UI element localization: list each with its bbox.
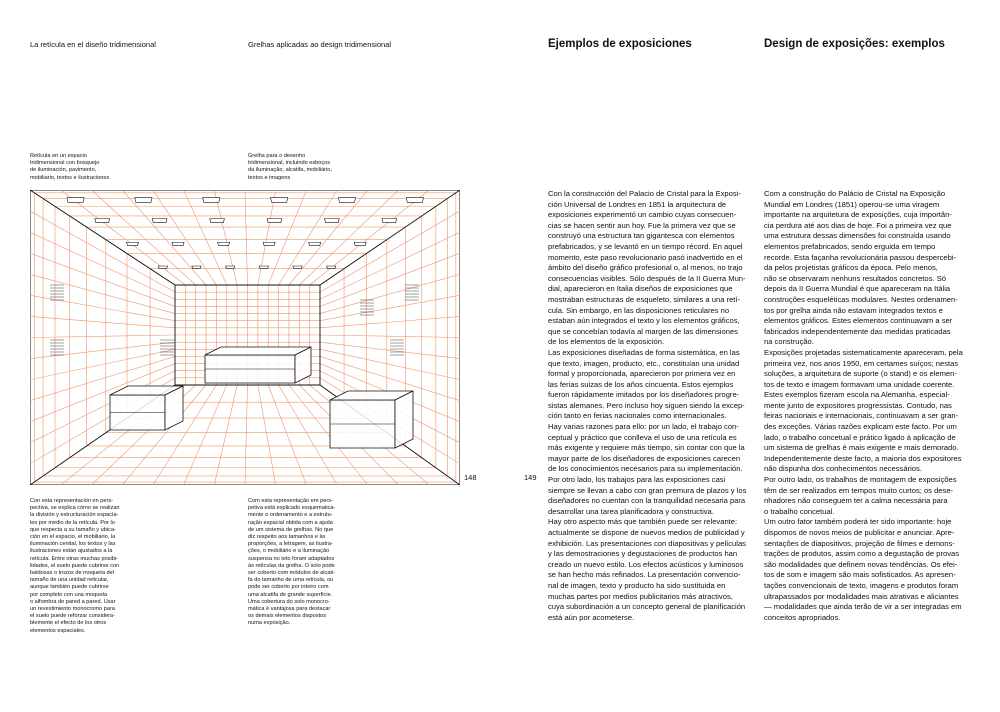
ceiling-light-panel [203, 198, 220, 203]
perspective-grid-drawing [30, 190, 460, 485]
ceiling-light-panel [192, 266, 201, 269]
ceiling-light-panel [326, 266, 335, 269]
page-number-right: 149 [524, 473, 537, 482]
ceiling-light-panel [225, 266, 234, 269]
ceiling-light-panel [338, 198, 355, 203]
display-shelf-center [205, 347, 311, 355]
ceiling-light-panel [135, 198, 152, 203]
ceiling-light-panel [263, 242, 275, 245]
ceiling-light-panel [406, 198, 423, 203]
ceiling-light-panel [67, 198, 84, 203]
ceiling-light-panel [271, 198, 288, 203]
ceiling-light-panel [152, 219, 167, 223]
ceiling-light-panel [293, 266, 302, 269]
caption-bottom-es: Con esta representación en pers- pectiva, se explica cómo se realizan la división y estructuración espacia- les por medio de la retícula. Por lo que respecta a su tamaño y ubica- ción en el espacio, el mobiliario, la iluminación cenital, los textos y las ilustraciones están ajustados a la retícula. Entre otras muchas posibi- lidades, el suelo puede cubrirse con baldosas o trozos de moqueta del tamaño de una unidad reticular, aunque también puede cubrirse por completo con una moqueta o alfombra de pared a pared. Usar un revestimiento monocromo para el suelo puede reforzar considera- blemente el efecto de los otros elementos espaciales. [30, 498, 120, 634]
ceiling-light-panel [324, 219, 339, 223]
ceiling-light-panel [158, 266, 167, 269]
ceiling-light-panel [172, 242, 184, 245]
caption-bottom-pt: Com esta representação em pers- petiva está explicado esquematica- mente o ordenamento e a estrutu- ração espacial obtida com a ajuda de um sistema de grelhas. No que diz respeito aos tamanhos e às proporções, a letragem, as ilustra- ções, o mobiliário e a iluminação suspensa no teto foram adaptados às retículas da grelha. O solo pode ser coberto com módulos de alcati- fa do tamanho de uma retícula, ou pode ser coberto por inteiro com uma alcatifa de grande superfície. Uma cobertura do solo monocro- mática é vantajosa para destacar os demais elementos dispostos numa exposição. [248, 498, 336, 627]
display-cabinet-right [395, 391, 413, 448]
ceiling-light-panel [309, 242, 321, 245]
caption-top-es: Retícula en un espacio tridimensional con bosquejo de iluminación, pavimento, mobiliario, textos e ilustraciones [30, 153, 110, 181]
header-pt: Grelhas aplicadas ao design tridimensional [248, 40, 391, 49]
body-text-es: Con la construcción del Palacio de Cristal para la Exposi- ción Universal de Londres en 1851 la arquitectura de exposiciones experimentó un cambio cuyas consecuen- cias se hacen sentir aun hoy. Fue la primera vez que se construyó una estructura tan gigantesca con elementos prefabricados, y se levantó en un tiempo récord. En aquel momento, este paso revolucionario pasó inadvertido en el ámbito del diseño gráfico profesional o, al menos, no trajo consecuencias visibles. Sólo después de la II Guerra Mun- dial, aparecieron en Italia diseños de exposiciones que mostraban estructuras de esqueleto, similares a una retí- cula. Sin embargo, en las disposiciones reticulares no estaban aún integrados el texto y los elementos gráficos, que se concebían todavía al margen de las dimensiones de los elementos de la exposición. Las exposiciones diseñadas de forma sistemática, en las que texto, imagen, producto, etc., constituían una unidad formal y proporcionada, aparecieron por primera vez en las ferias suizas de los años cincuenta. Estos ejemplos fueron rápidamente imitados por los diseñadores progre- sistas alemanes. Pero incluso hoy siguen siendo la excep- ción tanto en ferias nacionales como internacionales. Hay varias razones para ello: por un lado, el trabajo con- ceptual y práctico que conlleva el uso de una retícula es más exigente y requiere más tiempo, sin contar con que la mayor parte de los diseñadores de exposiciones carecen de los conocimientos necesarios para su implementación. Por otro lado, los trabajos para las exposiciones casi siempre se llevan a cabo con gran premura de plazos y los diseñadores no cuentan con la tranquilidad necesaria para desarrollar una tarea planificadora y constructiva. Hay otro aspecto más que también puede ser relevante: actualmente se dispone de nuevos medios de publicidad y exhibición. Las presentaciones con diapositivas y películas y las demostraciones y degustaciones de productos han creado un nuevo estilo. Los efectos acústicos y luminosos se han hecho más refinados. La presentación convencio- nal de imagen, texto y producto ha sido sustituida en muchas partes por medios publicitarios más atractivos, cuya subordinación a un concepto general de planificación está aún por acometerse. [548, 189, 747, 622]
body-text-pt: Com a construção do Palácio de Cristal na Exposição Mundial em Londres (1851) operou-se uma viragem importante na arquitetura de exposições, cuja importân- cia perdura até aos dias de hoje. Foi a primeira vez que uma estrutura dessas dimensões foi construída usando elementos prefabricados, sendo erguida em tempo recorde. Esta façanha revolucionária passou despercebi- da pelos projetistas gráficos da época. Pelo menos, não se observaram nenhuns resultados concretos. Só depois da II Guerra Mundial é que apareceram na Itália construções esqueléticas modulares. Nestes ordenamen- tos por grelha ainda não estavam integrados textos e elementos gráficos. Estes elementos continuavam a ser fabricados independentemente das medidas praticadas na construção. Exposições projetadas sistematicamente apareceram, pela primeira vez, nos anos 1950, em certames suíços; nestas soluções, a arquitetura de suporte (o stand) e os elemen- tos de texto e imagem formavam uma unidade coerente. Estes exemplos fizeram escola na Alemanha, especial- mente junto de expositores progressistas. Contudo, nas feiras nacionais e internacionais, continuavam a ser gran- des exceções. Várias razões explicam este facto. Por um lado, o trabalho concetual e prático ligado à aplicação de um sistema de grelhas é mais exigente e mais demorado. Independentemente deste facto, a maioria dos expositores não dispunha dos conhecimentos necessários. Por outro lado, os trabalhos de montagem de exposições têm de ser realizados em tempos muito curtos; os dese- nhadores não conseguem ter a calma necessária para o trabalho concetual. Um outro fator também poderá ter sido importante: hoje dispomos de novos meios de publicitar e anunciar. Apre- sentações de diapositivos, projeção de filmes e demons- trações de produtos, assim como a degustação de provas são modalidades que definem novas tendências. Os efei- tos de som e imagem são mais sofisticados. As apresen- tações convencionais de texto, imagens e produtos foram ultrapassados por modalidades mais atrativas e aliciantes — modalidades que ainda terão de vir a ser integradas em conceitos apropriados. [764, 189, 963, 622]
ceiling-light-panel [259, 266, 268, 269]
ceiling-light-panel [95, 219, 110, 223]
title-pt: Design de exposições: exemplos [764, 38, 945, 50]
title-es: Ejemplos de exposiciones [548, 38, 692, 50]
ceiling-light-panel [382, 219, 397, 223]
caption-top-pt: Grelha para o desenho tridimensional, incluindo esboços da iluminação, alcatifa, mobiliário, textos e imagens [248, 153, 332, 181]
ceiling-light-panel [210, 219, 225, 223]
ceiling-light-panel [126, 242, 138, 245]
header-es: La retícula en el diseño tridimensional [30, 40, 156, 49]
ceiling-light-panel [354, 242, 366, 245]
ceiling-light-panel [218, 242, 230, 245]
ceiling-light-panel [267, 219, 282, 223]
page-number-left: 148 [464, 473, 477, 482]
